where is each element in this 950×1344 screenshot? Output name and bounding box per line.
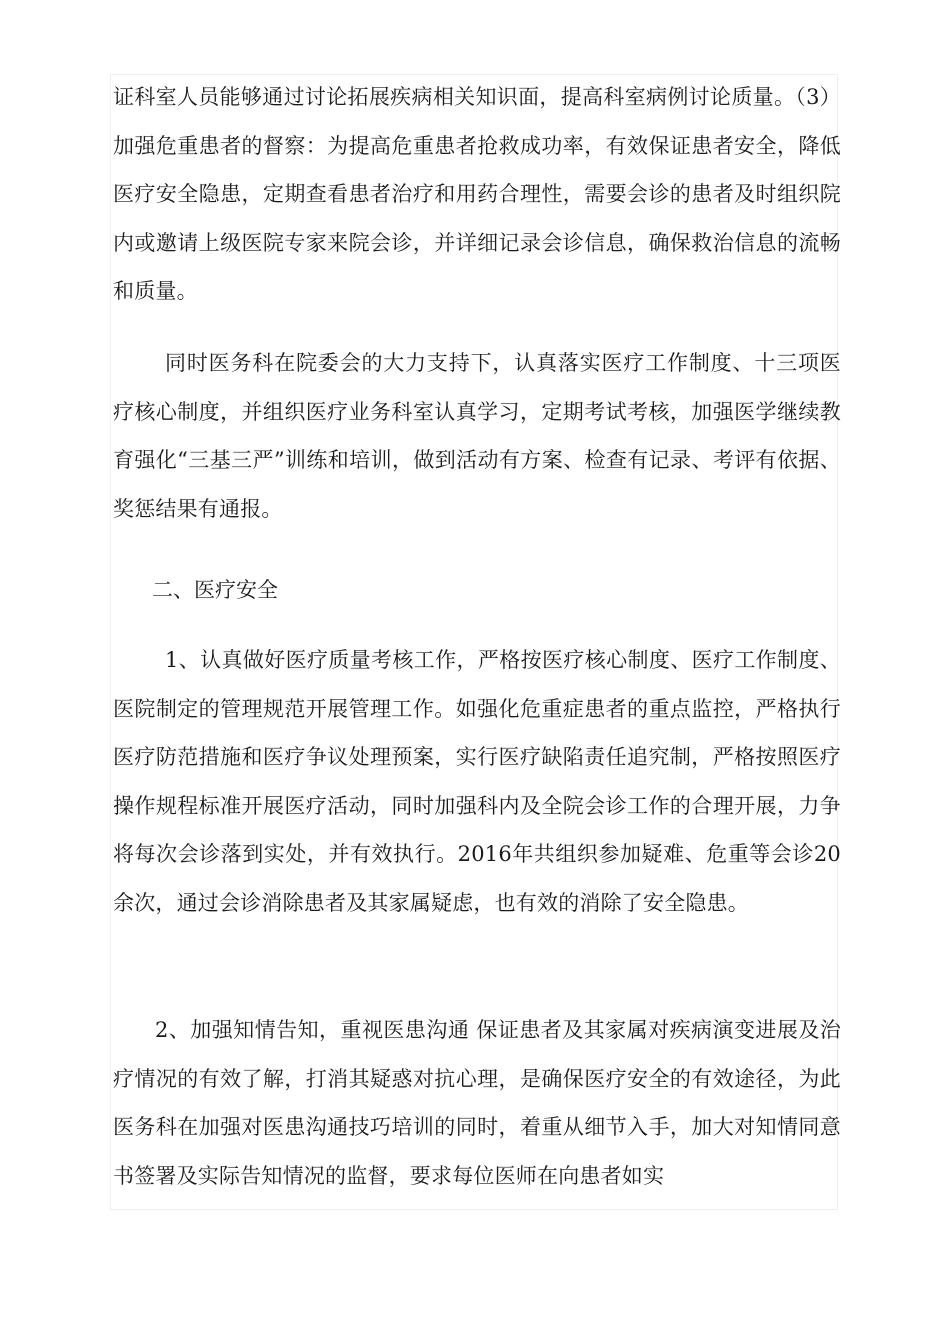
paragraph-informed-consent: 2、加强知情告知，重视医患沟通 保证患者及其家属对疾病演变进展及治疗情况的有效了解，打消其疑惑对抗心理，是确保医疗安全的有效途径，为此医务科在加强对医患沟通技巧培训的同时，着重从细节入手，加大对知情同意书签署及实际告知情况的监督，要求每位医师在向患者如实 xyxy=(113,1018,841,1188)
paragraph-case-discussion: 证科室人员能够通过讨论拓展疾病相关知识面，提高科室病例讨论质量。（3）加强危重患者的督察：为提高危重患者抢救成功率，有效保证患者安全，降低医疗安全隐患，定期查看患者治疗和用药合理性，需要会诊的患者及时组织院内或邀请上级医院专家来院会诊，并详细记录会诊信息，确保救治信息的流畅和质量。 xyxy=(113,85,841,303)
paragraph-core-systems: 同时医务科在院委会的大力支持下，认真落实医疗工作制度、十三项医疗核心制度，并组织医疗业务科室认真学习，定期考试考核，加强医学继续教育强化“三基三严”训练和培训，做到活动有方案、检查有记录、考评有依据、奖惩结果有通报。 xyxy=(113,351,841,521)
paragraph-quality-assessment: 1、认真做好医疗质量考核工作，严格按医疗核心制度、医疗工作制度、医院制定的管理规范开展管理工作。如强化危重症患者的重点监控，严格执行医疗防范措施和医疗争议处理预案，实行医疗缺陷责任追究制，严格按照医疗操作规程标准开展医疗活动，同时加强科内及全院会诊工作的合理开展，力争将每次会诊落到实处，并有效执行。2016年共组织参加疑难、危重等会诊20余次，通过会诊消除患者及其家属疑虑，也有效的消除了安全隐患。 xyxy=(113,648,841,915)
section-heading-medical-safety: 二、医疗安全 xyxy=(152,578,278,602)
